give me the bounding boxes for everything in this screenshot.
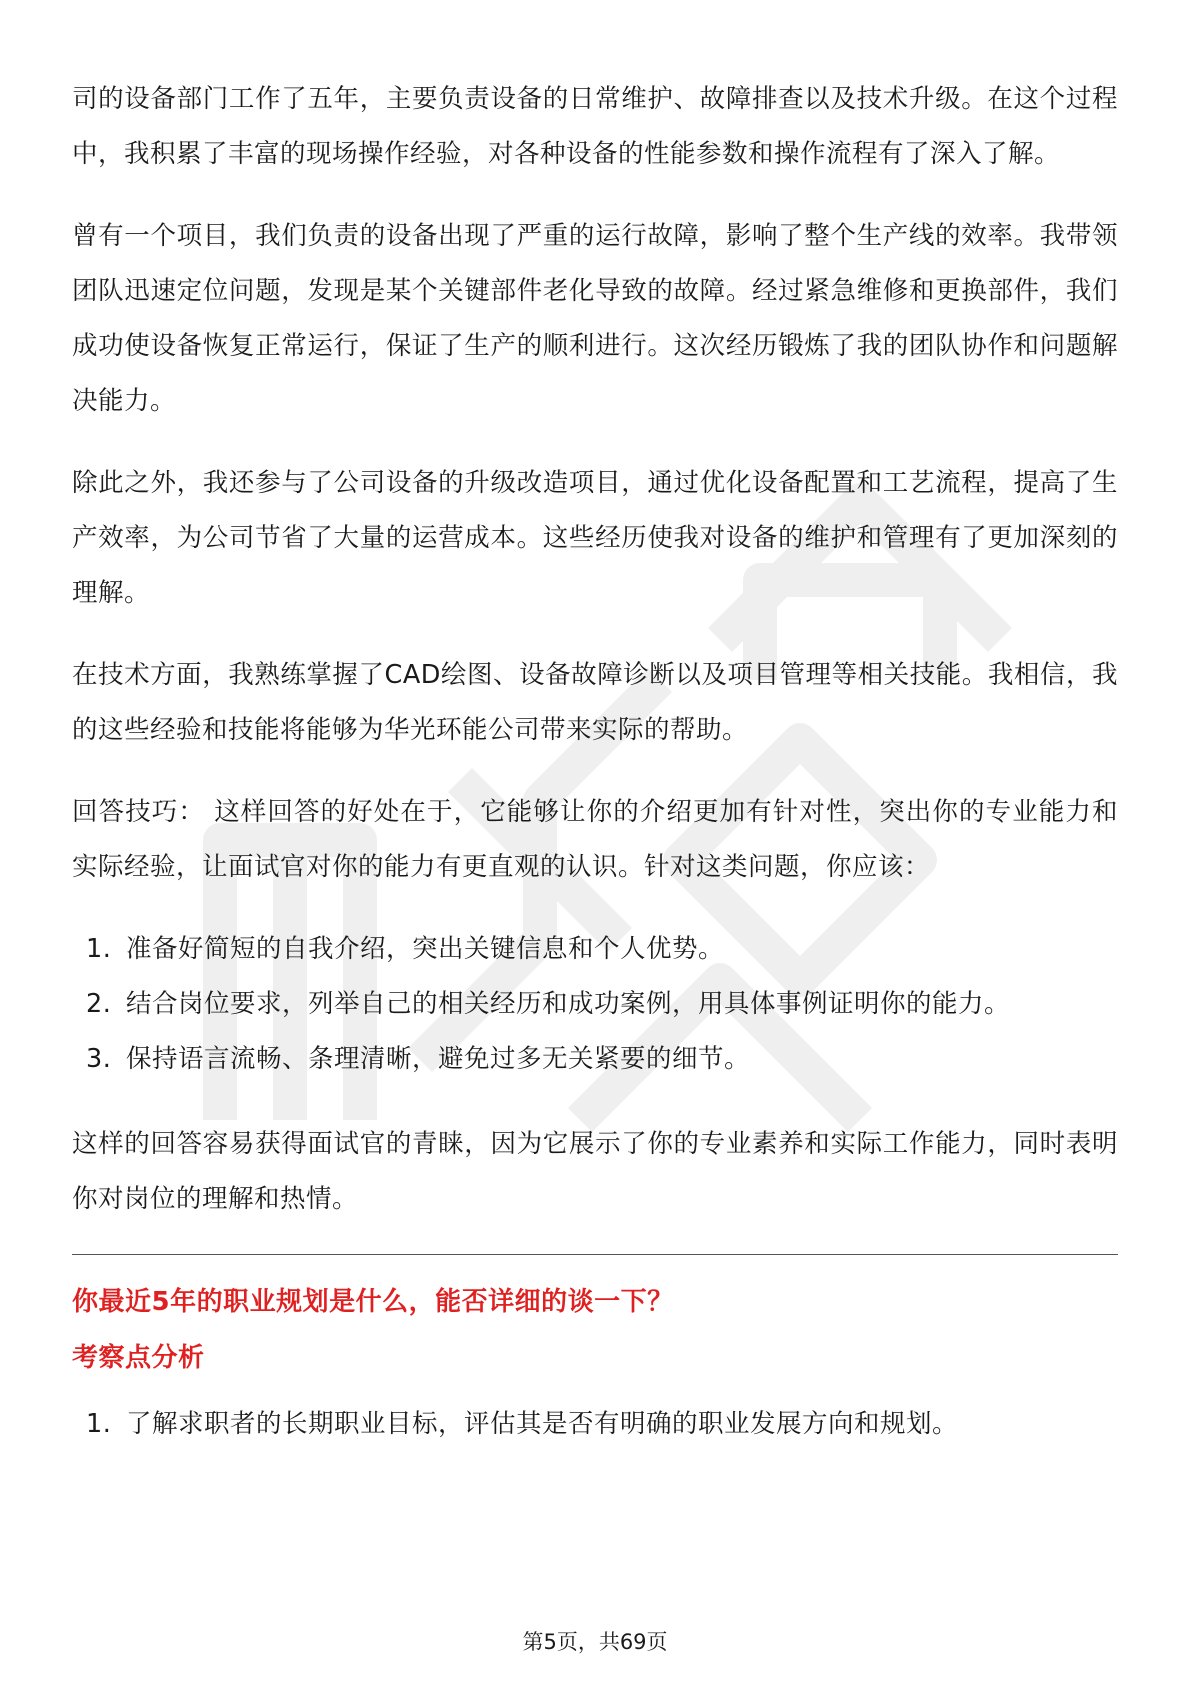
analysis-list	[72, 1397, 1118, 1452]
analysis-heading: 考察点分析	[72, 1343, 205, 1373]
list-number: 1.	[86, 1409, 112, 1439]
list-text: 保持语言流畅、条理清晰，避免过多无关紧要的细节。	[126, 1044, 751, 1074]
paragraph-answer-tips: 回答技巧： 这样回答的好处在于，它能够让你的介绍更加有针对性，突出你的专业能力和实际经验，让面试官对你的能力有更直观的认识。针对这类问题，你应该：	[72, 797, 1118, 882]
paragraph-skills: 在技术方面，我熟练掌握了CAD绘图、设备故障诊断以及项目管理等相关技能。我相信，我的这些经验和技能将能够为华光环能公司带来实际的帮助。	[72, 660, 1118, 745]
question-heading: 你最近5年的职业规划是什么，能否详细的谈一下？	[72, 1287, 674, 1317]
paragraph-upgrade: 除此之外，我还参与了公司设备的升级改造项目，通过优化设备配置和工艺流程，提高了生产效率，为公司节省了大量的运营成本。这些经历使我对设备的维护和管理有了更加深刻的理解。	[72, 468, 1118, 608]
list-item	[72, 1397, 1118, 1452]
tips-list	[72, 922, 1118, 1087]
list-item	[72, 922, 1118, 977]
list-number: 3.	[86, 1044, 112, 1074]
content-area	[72, 72, 1118, 1482]
list-text: 了解求职者的长期职业目标，评估其是否有明确的职业发展方向和规划。	[126, 1409, 959, 1439]
list-item	[72, 1032, 1118, 1087]
list-number: 2.	[86, 989, 112, 1019]
list-text: 结合岗位要求，列举自己的相关经历和成功案例，用具体事例证明你的能力。	[126, 989, 1011, 1019]
list-number: 1.	[86, 934, 112, 964]
page-footer: 第5页，共69页	[522, 1630, 668, 1654]
paragraph-closing: 这样的回答容易获得面试官的青睐，因为它展示了你的专业素养和实际工作能力，同时表明你对岗位的理解和热情。	[72, 1129, 1118, 1214]
paragraph-experience: 司的设备部门工作了五年，主要负责设备的日常维护、故障排查以及技术升级。在这个过程中，我积累了丰富的现场操作经验，对各种设备的性能参数和操作流程有了深入了解。	[72, 84, 1118, 169]
paragraph-project: 曾有一个项目，我们负责的设备出现了严重的运行故障，影响了整个生产线的效率。我带领团队迅速定位问题，发现是某个关键部件老化导致的故障。经过紧急维修和更换部件，我们成功使设备恢复正常运行，保证了生产的顺利进行。这次经历锻炼了我的团队协作和问题解决能力。	[72, 221, 1118, 416]
section-divider	[72, 1254, 1118, 1255]
list-item	[72, 977, 1118, 1032]
list-text: 准备好简短的自我介绍，突出关键信息和个人优势。	[126, 934, 725, 964]
